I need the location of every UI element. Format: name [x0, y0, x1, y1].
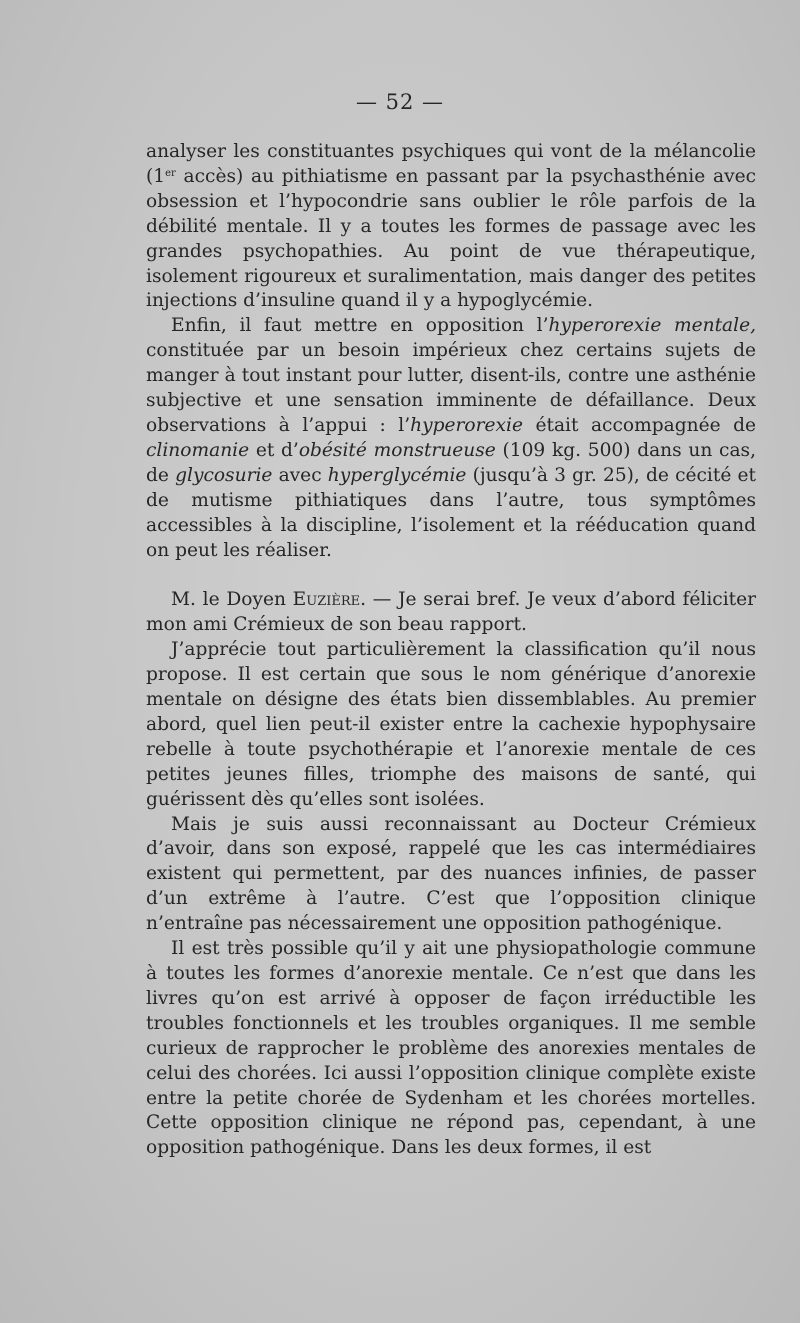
text-run: était accompagnée de [522, 414, 756, 436]
superscript: er [165, 167, 176, 179]
italic-term: hyperorexie mentale, [548, 315, 756, 337]
text-run: constituée par un besoin impérieux chez certains sujets de manger à tout instant pour lutter, disent-ils, contre une asthénie subjective et une sensation imminente de défaillance. Deux observations à l’appui : l’ [146, 340, 756, 436]
page-number: — 52 — [355, 90, 445, 114]
italic-term: hyperglycémie [327, 464, 467, 486]
italic-term: hyperorexie [410, 414, 523, 436]
text-run: accès) au pithiatisme en passant par la psychasthénie avec obsession et l’hypocondrie sans oublier le rôle parfois de la débilité mentale. Il y a toutes les formes de passage avec les grandes psychopathies. Au point de vue thérapeutique, isolement rigoureux et suralimentation, mais danger des petites injections d’insuline quand il y a hypoglycémie. [146, 165, 756, 312]
paragraph-2 [146, 314, 756, 563]
text-run: (jusqu’à 3 gr. 25), de cécité et de mutisme pithiatiques dans l’autre, tous symptômes accessibles à la discipline, l’isolement et la rééducation quand on peut les réaliser. [146, 464, 757, 561]
body-text [146, 140, 756, 1161]
text-run: (109 kg. 500) dans un cas, de [146, 439, 756, 486]
paragraph-3 [146, 588, 756, 638]
paragraph-6: Il est très possible qu’il y ait une physiopathologie commune à toutes les formes d’anorexie mentale. Ce n’est que dans les livres qu’on est arrivé à opposer de façon irréductible les troubles fonctionnels et les troubles organiques. Il me semble curieux de rapprocher le problème des anorexies mentales de celui des chorées. Ici aussi l’opposition clinique complète existe entre la petite chorée de Sydenham et les chorées mortelles. Cette opposition clinique ne répond pas, cependant, à une opposition pathogénique. Dans les deux formes, il est [146, 938, 756, 1159]
text-run: et d’ [249, 439, 299, 461]
text-run: M. le Doyen [171, 589, 293, 611]
italic-term: obésité monstrueuse [298, 439, 496, 461]
paragraph-5: Mais je suis aussi reconnaissant au Docteur Crémieux d’avoir, dans son exposé, rappelé que les cas intermédiaires existent qui permettent, par des nuances infinies, de passer d’un extrême à l’autre. C’est que l’opposition clinique n’entraîne pas nécessairement une opposition pathogénique. [146, 813, 756, 935]
paragraph-4: J’apprécie tout particulièrement la classification qu’il nous propose. Il est certain que sous le nom générique d’anorexie mentale on désigne des états bien dissemblables. Au premier abord, quel lien peut-il exister entre la cachexie hypophysaire rebelle à toute psychothérapie et l’anorexie mentale de ces petites jeunes filles, triomphe des maisons de santé, qui guérissent dès qu’elles sont isolées. [146, 639, 756, 810]
text-run: . — Je serai bref. Je veux d’abord féliciter mon ami Crémieux de son beau rapport. [146, 589, 757, 636]
text-run: analyser les constituantes psychiques qui vont de la mélancolie (1 [146, 141, 756, 187]
speaker-name: Euzière [292, 589, 361, 611]
text-run: Enfin, il faut mettre en opposition l’ [171, 315, 549, 337]
text-run: avec [272, 464, 328, 486]
paragraph-1 [146, 140, 756, 314]
italic-term: glycosurie [175, 464, 273, 486]
italic-term: clinomanie [146, 439, 250, 461]
